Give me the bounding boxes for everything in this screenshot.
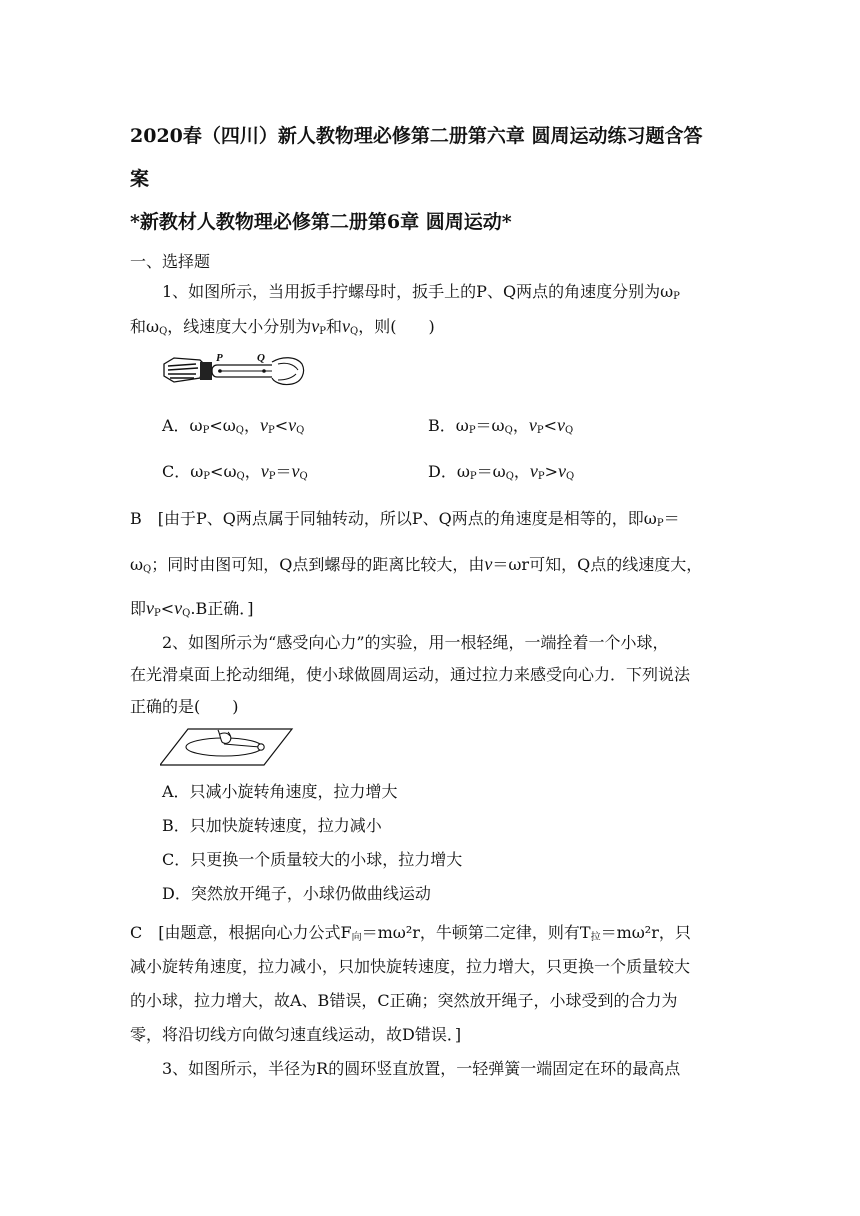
q2-option-a: A．只减小旋转角速度，拉力增大 [162, 782, 398, 801]
q2-option-b: B．只加快旋转速度，拉力减小 [162, 816, 382, 835]
q3-stem-line1: 3、如图所示，半径为R的圆环竖直放置，一轻弹簧一端固定在环的最高点 [162, 1059, 681, 1078]
circular-motion-figure [160, 726, 294, 768]
q1-stem-line1: 1、如图所示，当用扳手拧螺母时，扳手上的P、Q两点的角速度分别为$\omega_P$ [162, 282, 680, 302]
q1-option-d: D．$\omega_P=\omega_Q$，$v_P>v_Q$ [428, 461, 575, 482]
doc-title-line2: 案 [130, 168, 150, 190]
q2-stem-line2: 在光滑桌面上抡动细绳，使小球做圆周运动，通过拉力来感受向心力．下列说法 [130, 665, 691, 684]
q2-option-c: C．只更换一个质量较大的小球，拉力增大 [162, 850, 463, 869]
doc-title-line1: 2020春（四川）新人教物理必修第二册第六章 圆周运动练习题含答 [130, 125, 703, 147]
q2-answer-line1: C [由题意，根据向心力公式$F_向=m\omega^2r$，牛顿第二定律，则有$T_拉=m\omega^2r$，只 [130, 923, 691, 943]
q1-stem-line2: 和$\omega_Q$，线速度大小分别为$v_P$和$v_Q$，则( ) [130, 316, 435, 337]
q2-answer-line4: 零，将沿切线方向做匀速直线运动，故D错误．] [130, 1025, 462, 1044]
wrench-label-p: P [216, 352, 223, 364]
q1-option-b: B．$\omega_P=\omega_Q$，$v_P<v_Q$ [428, 415, 574, 436]
q1-option-a: A．$\omega_P<\omega_Q$，$v_P<v_Q$ [162, 415, 305, 436]
q2-option-d: D．突然放开绳子，小球仍做曲线运动 [162, 884, 431, 903]
q2-stem-line1: 2、如图所示为“感受向心力”的实验，用一根轻绳，一端拴着一个小球， [162, 633, 669, 652]
q2-answer-line3: 的小球，拉力增大，故A、B错误，C正确；突然放开绳子，小球受到的合力为 [130, 991, 678, 1010]
section-heading: 一、选择题 [130, 252, 211, 271]
q1-answer-line2: $\omega_Q$；同时由图可知，Q点到螺母的距离比较大，由v＝ωr可知，Q点的线速度大， [130, 554, 703, 575]
wrench-label-q: Q [257, 352, 265, 364]
q2-stem-line3: 正确的是( ) [130, 697, 239, 716]
q2-answer-line2: 减小旋转角速度，拉力减小，只加快旋转速度，拉力增大，只更换一个质量较大 [130, 957, 691, 976]
doc-subtitle: *新教材人教物理必修第二册第6章 圆周运动* [130, 211, 512, 233]
q1-answer-line3: 即$v_P<v_Q.B$正确．] [130, 598, 254, 619]
q1-option-c: C．$\omega_P<\omega_Q$，$v_P=v_Q$ [162, 461, 308, 482]
q1-answer-line1: B [由于P、Q两点属于同轴转动，所以P、Q两点的角速度是相等的，即$\omega_P=$ [130, 509, 680, 529]
wrench-figure [160, 348, 308, 394]
